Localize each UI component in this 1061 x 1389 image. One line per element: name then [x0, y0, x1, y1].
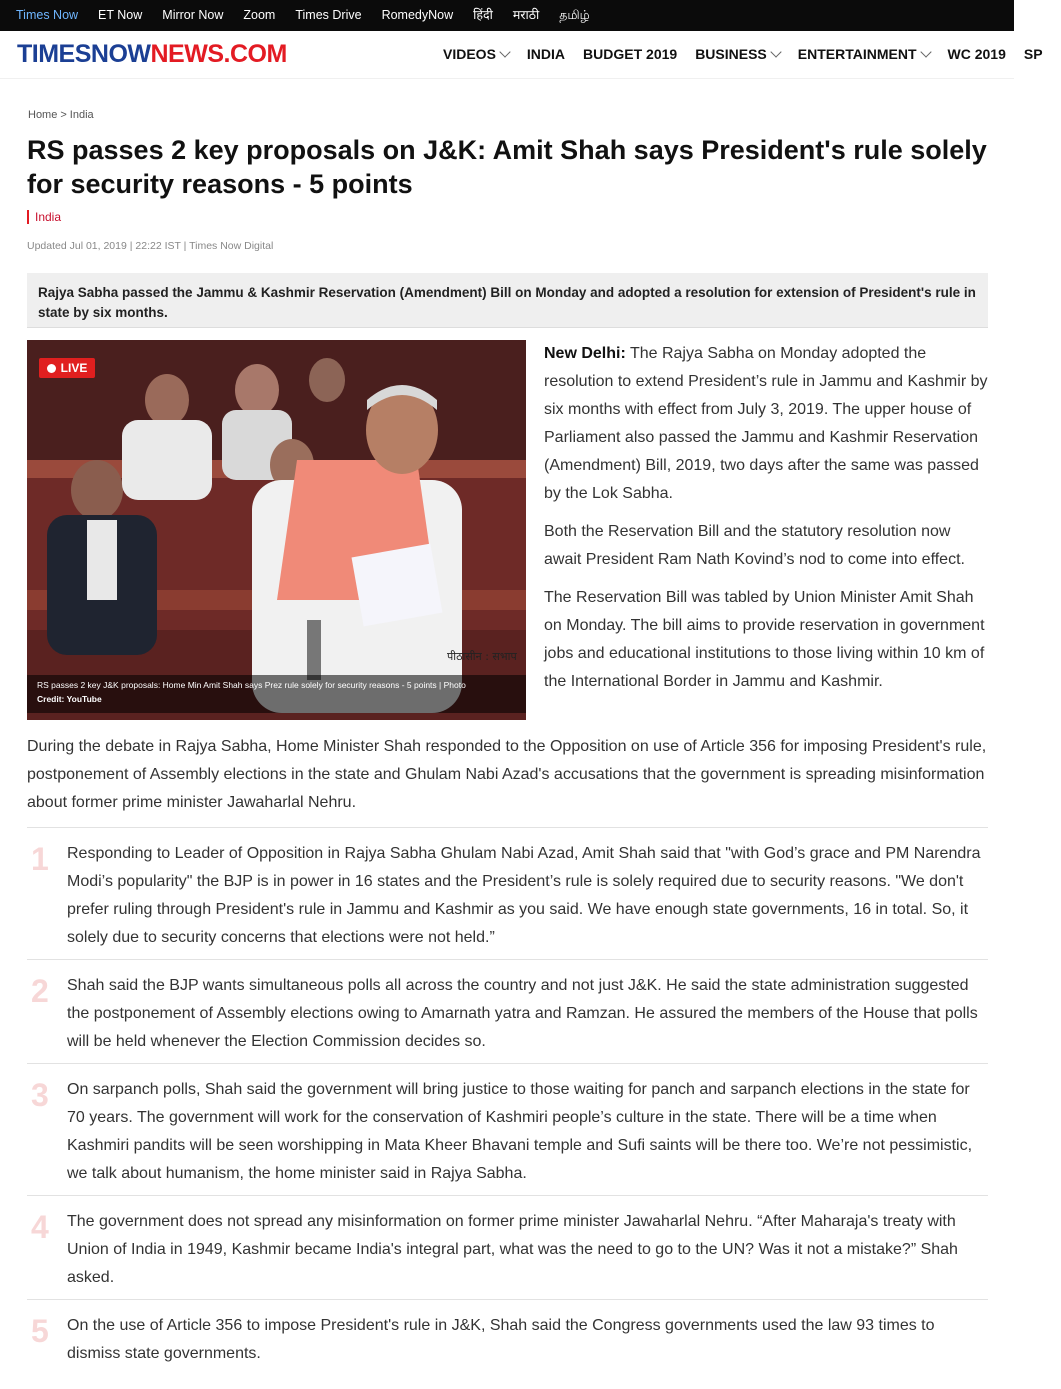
live-badge — [39, 358, 95, 378]
site-header — [0, 31, 1043, 79]
nav-item-entertainment[interactable] — [798, 46, 930, 62]
live-label: LIVE — [60, 361, 88, 375]
nav-label: BUDGET 2019 — [583, 46, 678, 62]
network-bar — [0, 0, 1014, 31]
network-link-marathi[interactable]: मराठी — [512, 8, 540, 22]
list-item — [27, 1195, 988, 1299]
network-link-times-now[interactable]: Times Now — [16, 8, 79, 22]
nav-label: BUSINESS — [695, 46, 767, 62]
list-item — [27, 827, 988, 959]
network-link-times-drive[interactable]: Times Drive — [295, 8, 362, 22]
point-text: On the use of Article 356 to impose President's rule in J&K, Shah said the Congress governments used the law 93 times to dismiss state governments. — [67, 1317, 935, 1362]
article-paragraph-3: The Reservation Bill was tabled by Union Minister Amit Shah on Monday. The bill aims to provide reservation in government jobs and educational institutions to those living within 10 km of the International Border in Jammu and Kashmir. — [544, 589, 985, 690]
logo-part-timesnow: TIMESNOW — [17, 40, 151, 68]
point-text: Responding to Leader of Opposition in Rajya Sabha Ghulam Nabi Azad, Amit Shah said that "with God’s grace and PM Narendra Modi’s popularity" the BJP is in power in 16 states and the President’s rule is solely required due to security reasons. "We don't prefer ruling through President's rule in Jammu and Kashmir as you said. We have enough state governments, 16 in total. So, it solely due to security concerns that elections were not held.” — [67, 845, 981, 946]
breadcrumb — [28, 109, 94, 121]
chevron-down-icon — [920, 46, 931, 57]
live-dot-icon — [47, 364, 56, 373]
nav-label: ENTERTAINMENT — [797, 46, 917, 62]
site-logo[interactable] — [17, 40, 287, 69]
svg-text:पीठासीन : सभाप: पीठासीन : सभाप — [447, 650, 517, 663]
network-link-zoom[interactable]: Zoom — [243, 8, 276, 22]
list-item — [27, 1299, 988, 1375]
chevron-down-icon — [499, 46, 510, 57]
photo-caption — [27, 675, 526, 713]
point-number: 3 — [31, 1077, 49, 1113]
dateline: New Delhi: — [544, 345, 626, 362]
key-points-list — [27, 827, 988, 1375]
list-item — [27, 1063, 988, 1195]
article-meta: Updated Jul 01, 2019 | 22:22 IST | Times Now Digital — [27, 240, 274, 252]
list-item — [27, 959, 988, 1063]
article-body-column — [544, 340, 992, 706]
main-nav — [443, 46, 1061, 62]
point-text: The government does not spread any misinformation on former prime minister Jawaharlal Nehru. “After Maharaja's treaty with Union of India in 1949, Kashmir became India's integral part, what was the need to go to the UN? Was it not a mistake?” Shah asked. — [67, 1213, 958, 1286]
parliament-photo-illustration — [27, 340, 526, 713]
point-text: Shah said the BJP wants simultaneous polls all across the country and not just J&K. He said the state administration suggested the postponement of Assembly elections owing to Amarnath yatra and Ramzan. He assured the members of the House that polls will be held whenever the Election Commission decides so. — [67, 977, 978, 1050]
point-number: 4 — [31, 1209, 49, 1245]
photo-credit: Credit: YouTube — [37, 694, 102, 704]
point-number: 1 — [31, 841, 49, 877]
nav-label: SP — [1023, 46, 1043, 62]
logo-part-news: NEWS.COM — [150, 40, 287, 68]
breadcrumb-section[interactable]: India — [69, 109, 94, 121]
photo-caption-text: RS passes 2 key J&K proposals: Home Min Amit Shah says Prez rule solely for security reasons - 5 points | Photo — [37, 680, 466, 690]
point-text: On sarpanch polls, Shah said the government will bring justice to those waiting for panch and sarpanch elections in the state for 70 years. The government will work for the conservation of Kashmiri people’s culture in the state. There will be a time when Kashmiri pandits will be seen worshipping in Mata Kheer Bhavani temple and Sufi saints will be there too. We’re not pessimistic, we talk about humanism, the home minister said in Rajya Sabha. — [67, 1081, 973, 1182]
network-link-mirror-now[interactable]: Mirror Now — [162, 8, 224, 22]
nav-item-sports[interactable] — [1024, 46, 1043, 62]
article-paragraph-2: Both the Reservation Bill and the statutory resolution now await President Ram Nath Kovind’s nod to come into effect. — [544, 523, 965, 568]
paragraph-text: The Rajya Sabha on Monday adopted the resolution to extend President’s rule in Jammu and Kashmir by six months with effect from July 3, 2019. The upper house of Parliament also passed the Jammu and Kashmir Reservation (Amendment) Bill, 2019, two days after the same was passed by the Lok Sabha. — [544, 345, 988, 502]
breadcrumb-separator: > — [60, 109, 67, 121]
article-paragraph-1 — [544, 340, 992, 508]
nav-label: WC 2019 — [947, 46, 1006, 62]
nav-item-videos[interactable] — [443, 46, 509, 62]
nav-item-business[interactable] — [695, 46, 780, 62]
network-link-et-now[interactable]: ET Now — [98, 8, 143, 22]
network-link-hindi[interactable]: हिंदी — [473, 8, 493, 22]
network-link-romedy-now[interactable]: RomedyNow — [381, 8, 454, 22]
nav-item-budget-2019[interactable] — [583, 46, 677, 62]
nav-item-wc-2019[interactable] — [948, 46, 1006, 62]
point-number: 5 — [31, 1313, 49, 1349]
breadcrumb-home[interactable]: Home — [28, 109, 58, 121]
article-photo[interactable] — [27, 340, 526, 713]
nav-item-india[interactable] — [527, 46, 565, 62]
chevron-down-icon — [770, 46, 781, 57]
nav-label: VIDEOS — [443, 46, 496, 62]
article-paragraph-4: During the debate in Rajya Sabha, Home Minister Shah responded to the Opposition on use of Article 356 for imposing President's rule, postponement of Assembly elections in the state and Ghulam Nabi Azad's accusations that the government is spreading misinformation about former prime minister Jawaharlal Nehru. — [27, 738, 987, 811]
article-title: RS passes 2 key proposals on J&K: Amit Shah says President's rule solely for security reasons - 5 points — [27, 135, 987, 199]
point-number: 2 — [31, 973, 49, 1009]
article-summary: Rajya Sabha passed the Jammu & Kashmir Reservation (Amendment) Bill on Monday and adopted a resolution for extension of President's rule in state by six months. — [27, 273, 988, 328]
nav-label: INDIA — [526, 46, 566, 62]
network-link-tamil[interactable]: தமிழ் — [559, 8, 590, 22]
category-tag[interactable]: India — [27, 210, 61, 224]
